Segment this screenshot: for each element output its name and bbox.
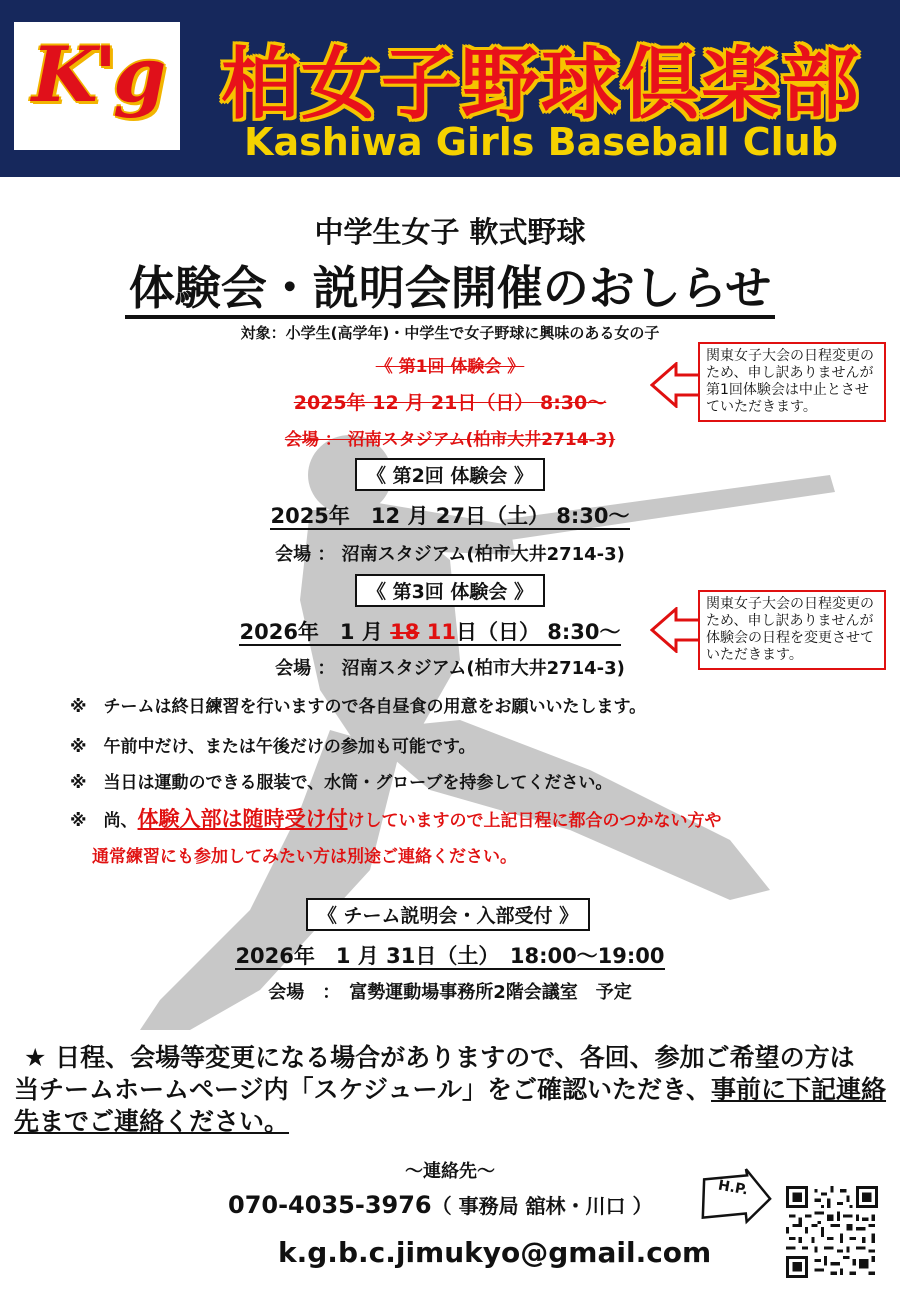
briefing-venue: 会場 ： 富勢運動場事務所2階会議室 予定 [268,982,632,1003]
schedule-change-notice: ★ 日程、会場等変更になる場合がありますので、各回、参加ご希望の方は 当チームホームページ内「スケジュール」をご確認いただき、事前に下記連絡 先までご連絡ください。 [14,1043,887,1136]
event2-heading: 《 第2回 体験会 》 [0,458,900,491]
target-audience: 対象：小学生(高学年)・中学生で女子野球に興味のある女の子 [240,324,660,342]
event2-venue: 会場 ： 沼南スタジアム(柏市大井2714-3) [275,544,625,565]
phone-number[interactable]: 070-4035-3976 [228,1191,432,1219]
club-name-en: Kashiwa Girls Baseball Club [244,120,838,164]
briefing-date: 2026年 1 月 31日（土） 18:00～19:00 [235,944,665,968]
left-arrow-icon [650,362,702,408]
qr-code-icon[interactable] [786,1186,878,1278]
event1-venue: 会場 ： 沼南スタジアム(柏市大井2714-3) [284,430,616,450]
sub-title: 中学生女子 軟式野球 [314,215,586,249]
event3-date: 2026年 1 月 18 11日（日） 8:30～ [239,620,621,644]
event2-date: 2025年 12 月 27日（土） 8:30～ [270,504,630,528]
main-title: 体験会・説明会開催のおしらせ [0,252,900,318]
event1-heading: 《 第1回 体験会 》 [375,357,525,377]
left-arrow-icon [650,607,702,653]
briefing-heading: 《 チーム説明会・入部受付 》 [0,898,898,931]
contact-email[interactable]: k.g.b.c.jimukyo@gmail.com [278,1236,712,1269]
event3-heading: 《 第3回 体験会 》 [0,574,900,607]
note-clothing: ※ 当日は運動のできる服装で、水筒・グローブを持参してください。 [70,773,613,793]
club-logo: K'g [14,22,180,150]
homepage-arrow-icon [698,1168,774,1226]
note-anytime-trial: ※ 尚、体験入部は随時受け付けしていますので上記日程に都合のつかない方や [70,807,722,831]
homepage-label: H.P. [716,1177,750,1199]
club-name-jp: 柏女子野球倶楽部 [220,40,861,130]
note-contact-separately: 通常練習にも参加してみたい方は別途ご連絡ください。 [92,847,517,867]
contact-phone-line: 070-4035-3976（ 事務局 舘林・川口 ） [228,1191,653,1219]
event1-date: 2025年 12 月 21日（日） 8:30～ [293,392,607,414]
cancel-notice-callout: 関東女子大会の日程変更のため、申し訳ありませんが第1回体験会は中止とさせていただきます。 [698,342,886,422]
event3-venue: 会場 ： 沼南スタジアム(柏市大井2714-3) [275,658,625,679]
schedule-change-callout: 関東女子大会の日程変更のため、申し訳ありませんが体験会の日程を変更させていただきます。 [698,590,886,670]
note-half-day: ※ 午前中だけ、または午後だけの参加も可能です。 [70,737,476,757]
note-lunch: ※ チームは終日練習を行いますので各自昼食の用意をお願いいたします。 [70,697,647,717]
contact-heading: ～連絡先～ [405,1161,495,1182]
